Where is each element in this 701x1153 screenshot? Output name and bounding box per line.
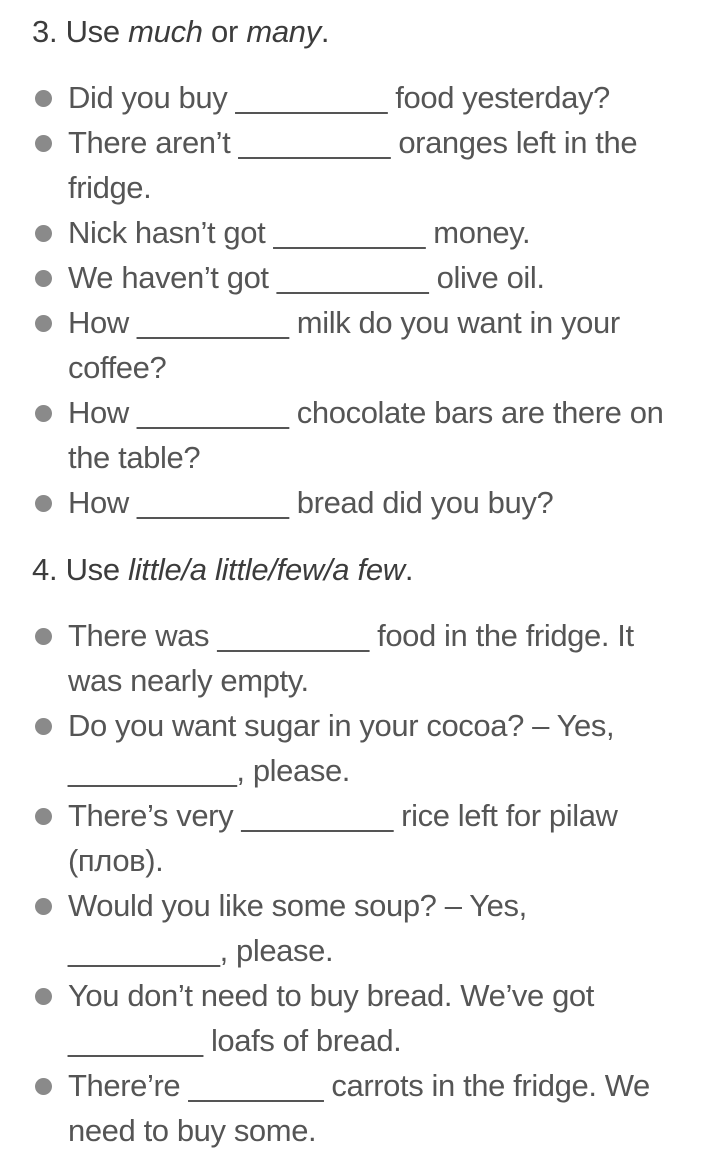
bullet-icon — [35, 808, 52, 825]
bullet-icon — [35, 90, 52, 107]
exercise-3-item-6: How _________ chocolate bars are there on the table? — [68, 395, 664, 475]
exercise-4-words: little/a little/few/a few — [128, 552, 405, 587]
exercise-4-item-4: Would you like some soup? – Yes, _________, please. — [68, 888, 527, 968]
exercise-3-connector: or — [202, 14, 247, 49]
bullet-icon — [35, 135, 52, 152]
exercise-4-heading — [32, 550, 413, 590]
bullet-icon — [35, 270, 52, 287]
exercise-4-item-3: There’s very _________ rice left for pilaw (плов). — [68, 798, 618, 878]
exercise-4-number: 4. Use — [32, 552, 129, 587]
bullet-icon — [35, 315, 52, 332]
exercise-3-item-4: We haven’t got _________ olive oil. — [68, 260, 545, 295]
bullet-icon — [35, 1078, 52, 1095]
exercise-4-item-2: Do you want sugar in your cocoa? – Yes, __________, please. — [68, 708, 615, 788]
exercise-3-word-many: many — [246, 14, 321, 49]
exercise-4-item-6: There’re ________ carrots in the fridge. We need to buy some. — [68, 1068, 650, 1148]
bullet-icon — [35, 628, 52, 645]
exercise-3-item-5: How _________ milk do you want in your coffee? — [68, 305, 620, 385]
exercise-3-item-7: How _________ bread did you buy? — [68, 485, 554, 520]
bullet-icon — [35, 718, 52, 735]
exercise-3-item-1: Did you buy _________ food yesterday? — [68, 80, 610, 115]
bullet-icon — [35, 225, 52, 242]
exercise-4-period: . — [404, 552, 414, 587]
bullet-icon — [35, 898, 52, 915]
exercise-4-item-1: There was _________ food in the fridge. It was nearly empty. — [68, 618, 634, 698]
exercise-4-item-5: You don’t need to buy bread. We’ve got ________ loafs of bread. — [68, 978, 594, 1058]
exercise-3-period: . — [320, 14, 330, 49]
exercise-3-heading — [32, 12, 329, 52]
exercise-3-item-2: There aren’t _________ oranges left in the fridge. — [68, 125, 638, 205]
bullet-icon — [35, 405, 52, 422]
bullet-icon — [35, 495, 52, 512]
bullet-icon — [35, 988, 52, 1005]
exercise-3-number: 3. Use — [32, 14, 129, 49]
exercise-3-item-3: Nick hasn’t got _________ money. — [68, 215, 531, 250]
exercise-3-word-much: much — [128, 14, 203, 49]
